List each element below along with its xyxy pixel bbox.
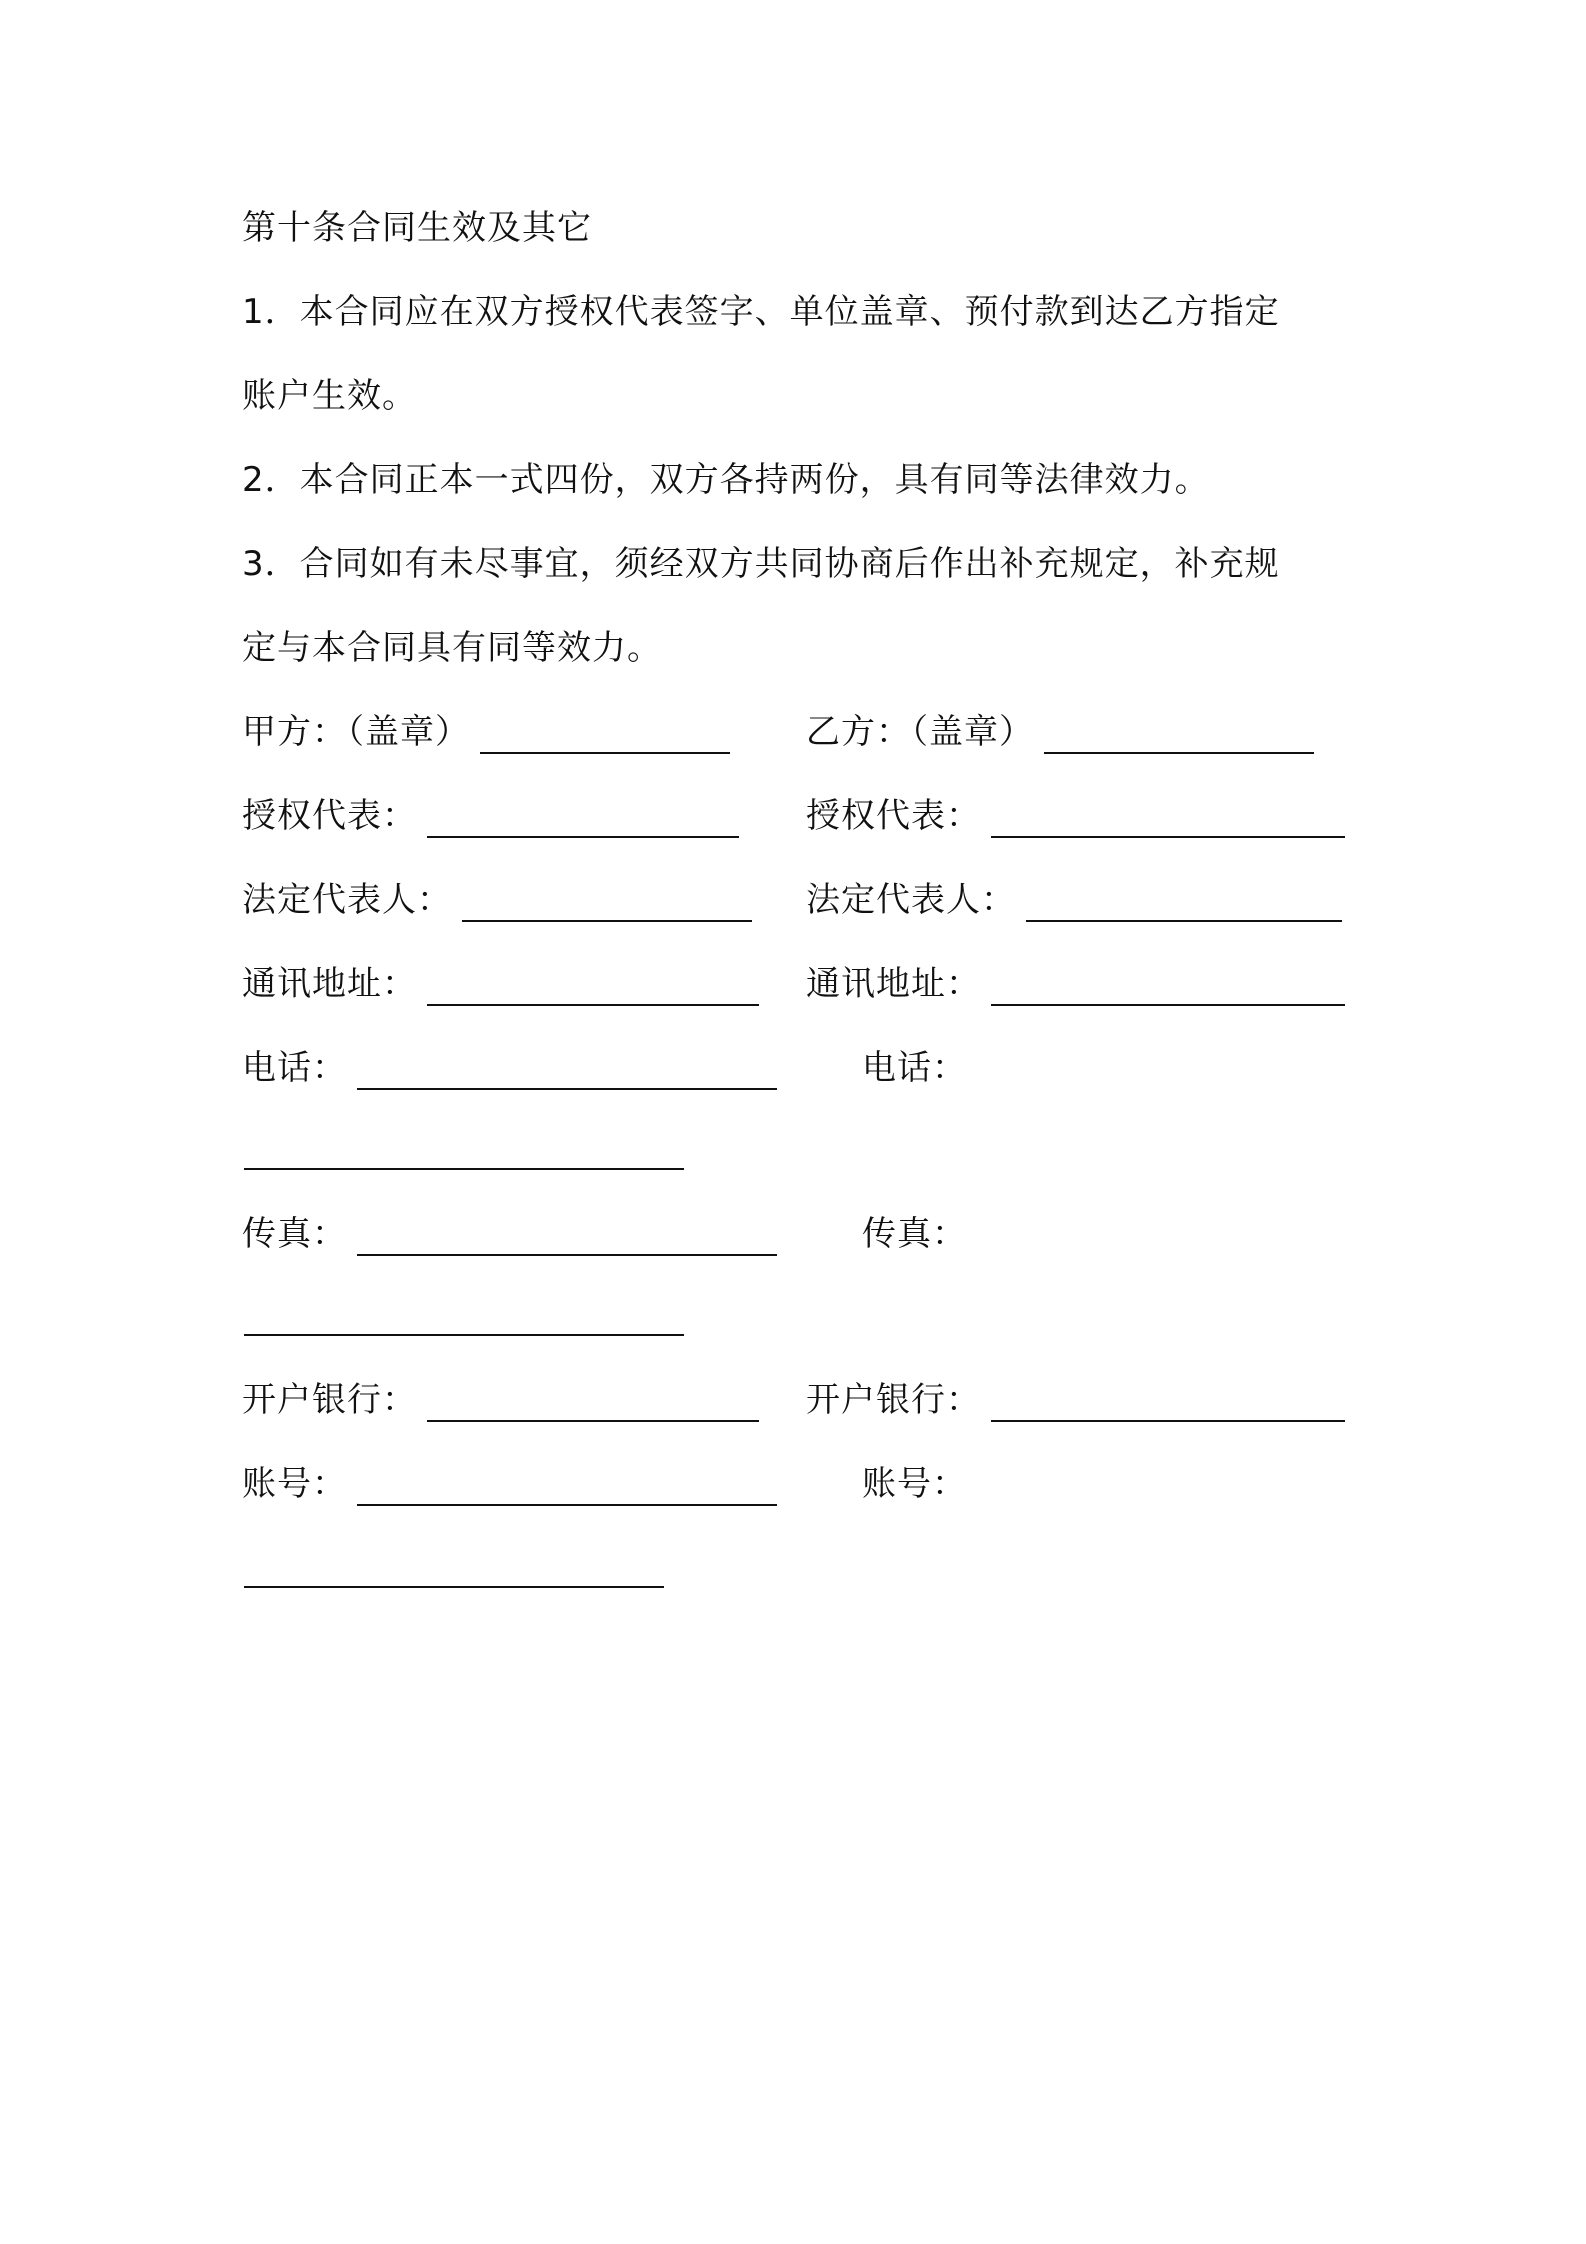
clause-1-line-2: 账户生效。 xyxy=(242,376,417,416)
party-b-bank-field xyxy=(806,1378,1345,1422)
party-b-account-blank[interactable] xyxy=(244,1586,664,1588)
party-b-bank-blank[interactable] xyxy=(991,1386,1345,1422)
party-b-seal-label: 乙方：（盖章） xyxy=(806,712,1034,752)
party-b-fax-label: 传真： xyxy=(862,1214,967,1254)
party-a-phone-label: 电话： xyxy=(242,1048,347,1088)
party-a-auth-rep-blank[interactable] xyxy=(427,802,739,838)
party-a-bank-label: 开户银行： xyxy=(242,1380,417,1420)
party-a-legal-rep-field xyxy=(242,878,752,922)
party-b-fax-blank[interactable] xyxy=(244,1334,684,1336)
party-a-fax-field xyxy=(242,1212,777,1256)
party-a-fax-label: 传真： xyxy=(242,1214,347,1254)
party-a-address-field xyxy=(242,962,759,1006)
clause-3-line-2: 定与本合同具有同等效力。 xyxy=(242,628,662,668)
party-b-auth-rep-field xyxy=(806,794,1345,838)
party-a-seal-field xyxy=(242,710,730,754)
party-b-address-field xyxy=(806,962,1345,1006)
party-a-bank-field xyxy=(242,1378,759,1422)
party-a-seal-label: 甲方：（盖章） xyxy=(242,712,470,752)
party-b-phone-blank[interactable] xyxy=(244,1168,684,1170)
party-b-legal-rep-field xyxy=(806,878,1342,922)
party-b-fax-field xyxy=(862,1212,967,1256)
party-a-phone-field xyxy=(242,1046,777,1090)
party-b-phone-label: 电话： xyxy=(862,1048,967,1088)
party-b-phone-field xyxy=(862,1046,967,1090)
party-b-address-blank[interactable] xyxy=(991,970,1345,1006)
party-b-legal-rep-label: 法定代表人： xyxy=(806,880,1016,920)
party-a-bank-blank[interactable] xyxy=(427,1386,759,1422)
party-a-legal-rep-label: 法定代表人： xyxy=(242,880,452,920)
party-a-fax-blank[interactable] xyxy=(357,1220,777,1256)
party-a-account-blank[interactable] xyxy=(357,1470,777,1506)
clause-3-line-1: 3．合同如有未尽事宜，须经双方共同协商后作出补充规定，补充规 xyxy=(242,544,1280,584)
clause-2: 2．本合同正本一式四份，双方各持两份，具有同等法律效力。 xyxy=(242,460,1210,500)
party-b-bank-label: 开户银行： xyxy=(806,1380,981,1420)
party-a-address-label: 通讯地址： xyxy=(242,964,417,1004)
party-a-legal-rep-blank[interactable] xyxy=(462,886,752,922)
party-a-seal-blank[interactable] xyxy=(480,718,730,754)
party-a-auth-rep-field xyxy=(242,794,739,838)
party-b-account-field xyxy=(862,1462,967,1506)
party-b-auth-rep-blank[interactable] xyxy=(991,802,1345,838)
party-b-seal-field xyxy=(806,710,1314,754)
party-a-phone-blank[interactable] xyxy=(357,1054,777,1090)
party-a-account-label: 账号： xyxy=(242,1464,347,1504)
section-title: 第十条合同生效及其它 xyxy=(242,208,592,248)
party-b-account-label: 账号： xyxy=(862,1464,967,1504)
party-b-legal-rep-blank[interactable] xyxy=(1026,886,1342,922)
party-a-auth-rep-label: 授权代表： xyxy=(242,796,417,836)
clause-1-line-1: 1．本合同应在双方授权代表签字、单位盖章、预付款到达乙方指定 xyxy=(242,292,1280,332)
party-b-address-label: 通讯地址： xyxy=(806,964,981,1004)
party-b-seal-blank[interactable] xyxy=(1044,718,1314,754)
party-a-address-blank[interactable] xyxy=(427,970,759,1006)
party-a-account-field xyxy=(242,1462,777,1506)
party-b-auth-rep-label: 授权代表： xyxy=(806,796,981,836)
